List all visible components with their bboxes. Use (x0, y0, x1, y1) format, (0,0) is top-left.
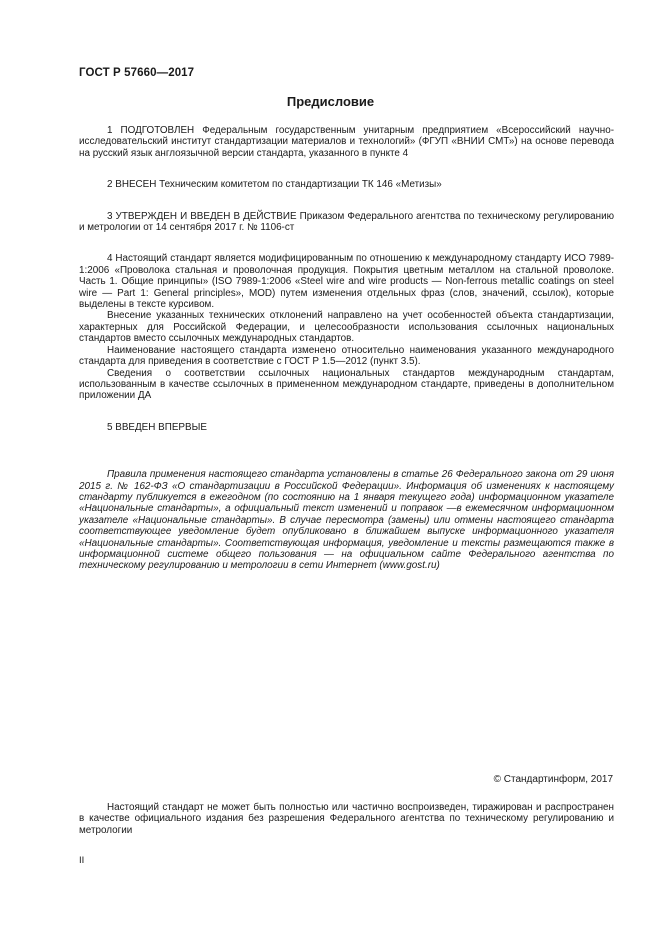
paragraph-4-modified: 4 Настоящий стандарт является модифицированным по отношению к международному стандарту ИСО 7989-1:2006 «Проволока стальная и проволочная продукция. Покрытия цветным металлом на стальной проволоке. Часть 1. Общие принципы» (ISO 7989-1:2006 «Steel wire and wire products — Non-ferrous metallic coatings on steel wire — Part 1: General principles», MOD) путем изменения отдельных фраз (слов, значений, ссылок), которые выделены в тексте курсивом. (79, 253, 614, 311)
rules-note: Правила применения настоящего стандарта установлены в статье 26 Федерального закона от 29 июня 2015 г. № 162-ФЗ «О стандартизации в Российской Федерации». Информация об изменениях к настоящему стандарту публикуется в ежегодном (по состоянию на 1 января текущего года) информационном указателе «Национальные стандарты», а официальный текст изменений и поправок —в ежемесячном информационном указателе «Национальные стандарты». В случае пересмотра (замены) или отмены настоящего стандарта соответствующее уведомление будет опубликовано в ближайшем выпуске информационного указателя «Национальные стандарты». Соответствующая информация, уведомление и тексты размещаются также в информационной системе общего пользования — на официальном сайте Федерального агентства по техническому регулированию и метрологии в сети Интернет (www.gost.ru) (79, 469, 614, 572)
document-code: ГОСТ Р 57660—2017 (79, 67, 195, 79)
paragraph-4-references: Сведения о соответствии ссылочных национальных стандартов международным стандартам, использованным в качестве ссылочных в примененном международном стандарте, приведены в дополнительном приложении ДА (79, 367, 614, 402)
paragraph-2-submitted: 2 ВНЕСЕН Техническим комитетом по стандартизации ТК 146 «Метизы» (107, 179, 442, 191)
reproduction-notice: Настоящий стандарт не может быть полностью или частично воспроизведен, тиражирован и распространен в качестве официального издания без разрешения Федерального агентства по техническому регулированию и метрологии (79, 802, 614, 836)
paragraph-1-prepared: 1 ПОДГОТОВЛЕН Федеральным государственным унитарным предприятием «Всероссийский научно-исследовательский институт стандартизации материалов и технологий» (ФГУП «ВНИИ СМТ») на основе перевода на русский язык англоязычной версии стандарта, указанного в пункте 4 (79, 125, 614, 159)
paragraph-4-title-change: Наименование настоящего стандарта изменено относительно наименования указанного международного стандарта для приведения в соответствие с ГОСТ Р 1.5—2012 (пункт 3.5). (79, 344, 614, 368)
paragraph-4-deviations: Внесение указанных технических отклонений направлено на учет особенностей объекта стандартизации, характерных для Российской Федерации, и целесообразности использования ссылочных национальных стандартов вместо ссылочных международных стандартов. (79, 310, 614, 345)
copyright-line: © Стандартинформ, 2017 (493, 774, 613, 785)
section-title: Предисловие (286, 94, 375, 109)
foreword-body (79, 125, 614, 572)
paragraph-5-introduced: 5 ВВЕДЕН ВПЕРВЫЕ (107, 421, 207, 433)
page-number: II (79, 855, 85, 866)
paragraph-3-approved: 3 УТВЕРЖДЕН И ВВЕДЕН В ДЕЙСТВИЕ Приказом Федерального агентства по техническому регулированию и метрологии от 14 сентября 2017 г. № 1106-ст (79, 210, 614, 234)
